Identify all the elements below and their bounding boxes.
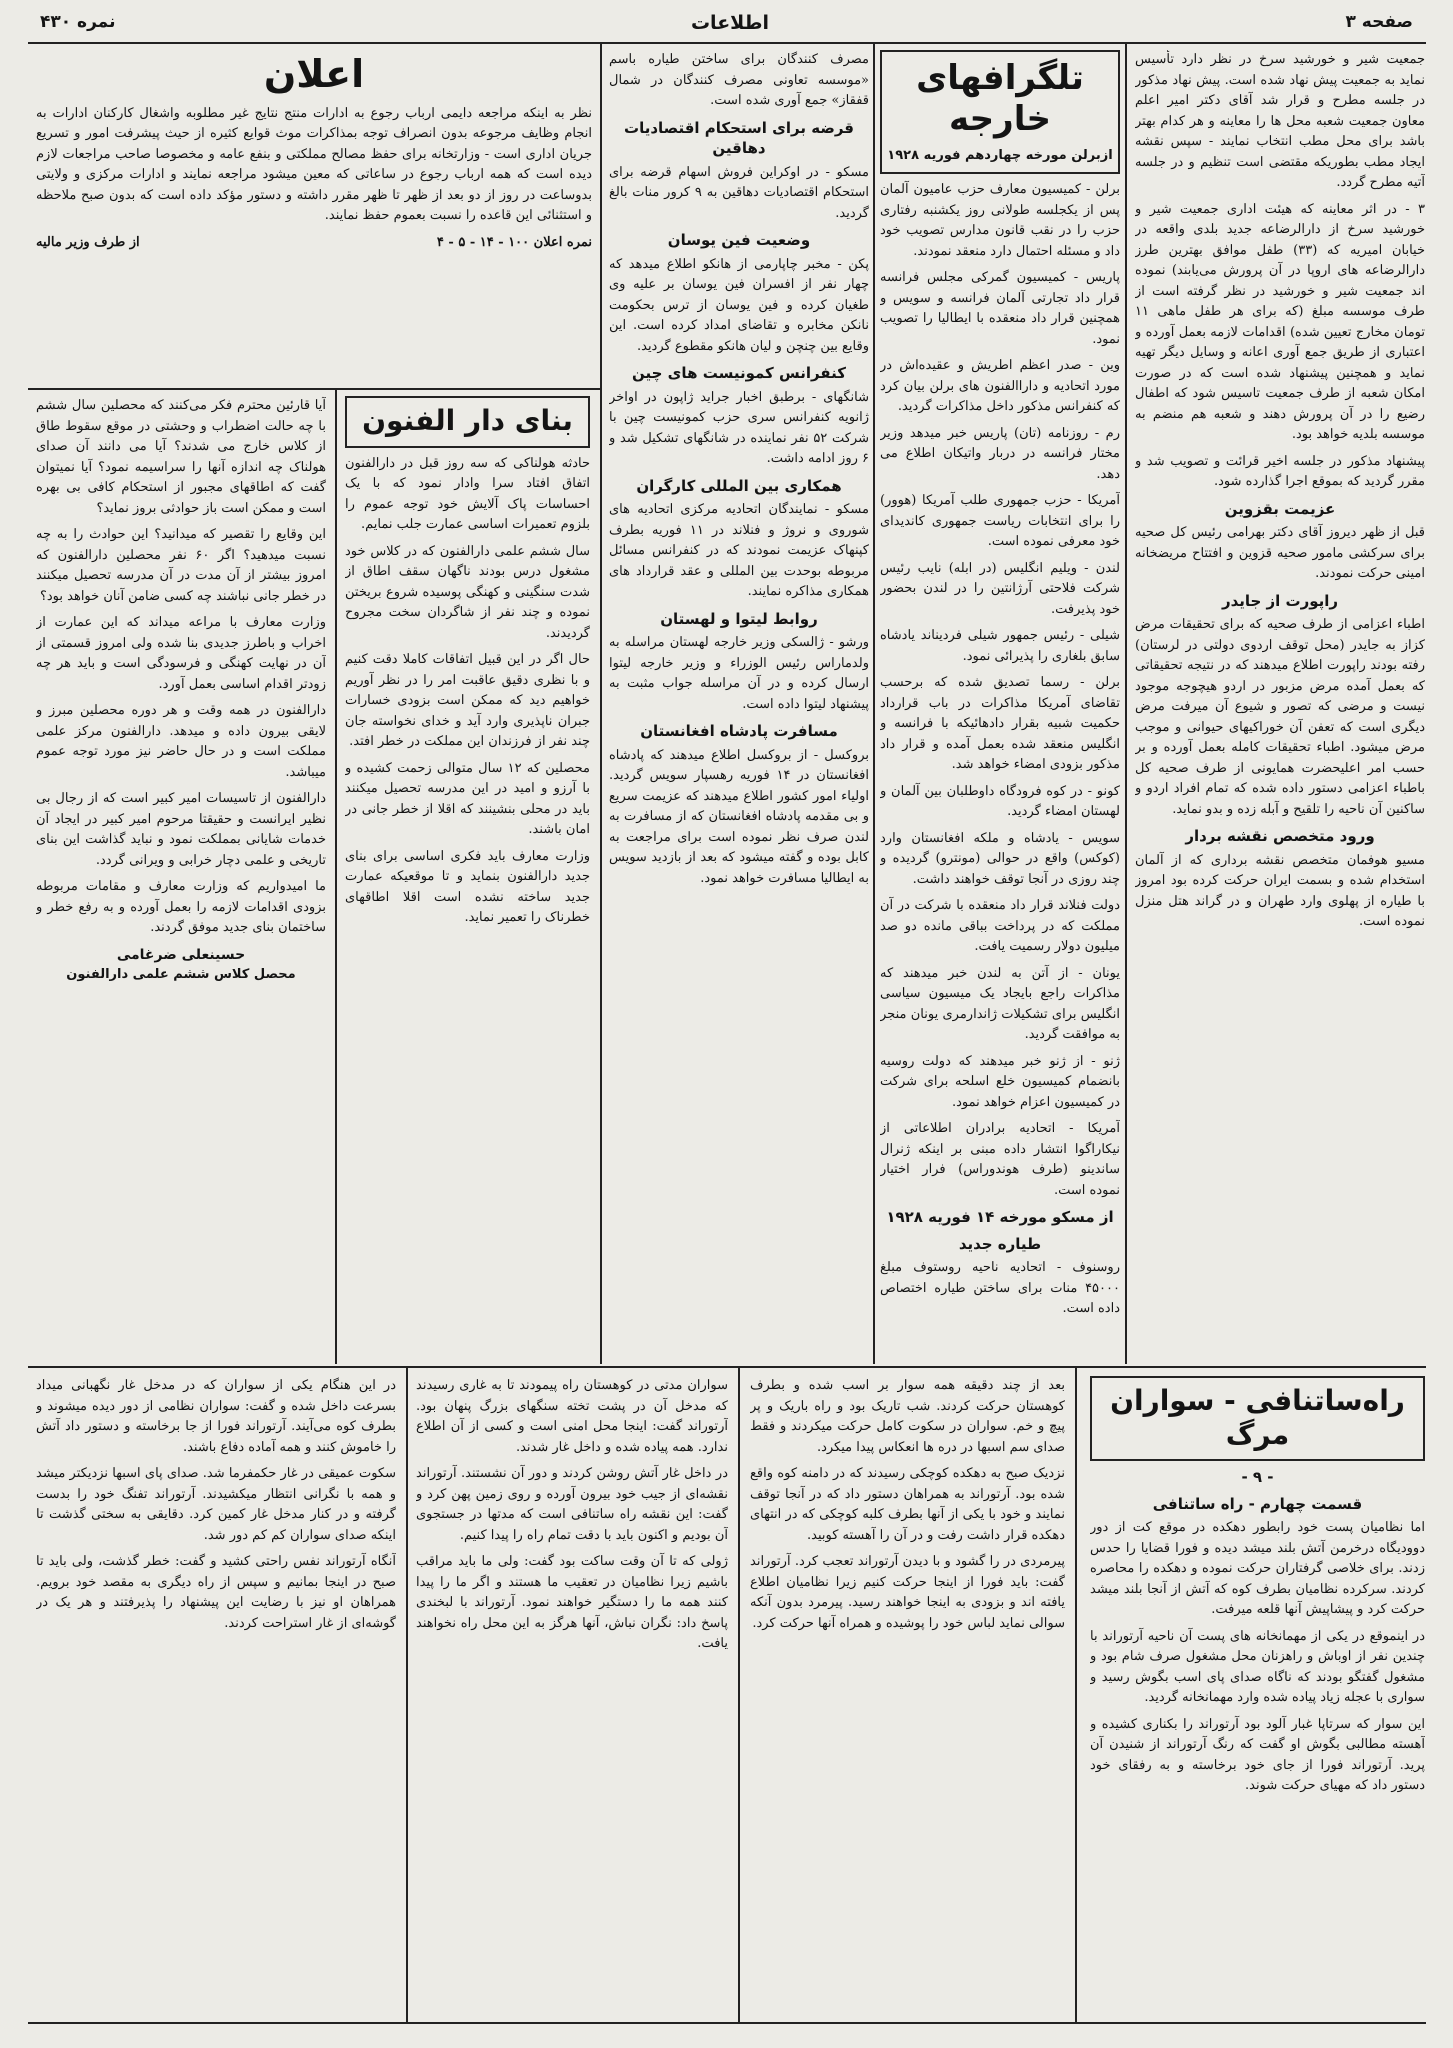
- subheading: همکاری بین المللی کارگران: [636, 476, 842, 495]
- paragraph: کونو - در کوه فرودگاه داوطلبان بین آلمان و لهستان امضاء گردید.: [880, 783, 1120, 820]
- serial-column-2: [750, 1376, 1065, 2018]
- paragraph: قبل از ظهر دیروز آقای دکتر بهرامی رئیس کل صحیه برای سرکشی مامور صحیه قزوین و افتتاح مریضخانه امینی حرکت نمودند.: [1135, 525, 1425, 581]
- paragraph: یونان - از آتن به لندن خبر میدهند که مذاکرات راجع بایجاد یک میسیون سیاسی انگلیس برای تشکیلات ژاندارمری یونان منجر به موافقت گردید.: [880, 965, 1120, 1043]
- issue-number: نمره ۴۳۰: [40, 12, 116, 32]
- paragraph: مسکو - در اوکراین فروش اسهام قرضه برای استحکام اقتصادیات دهاقین به ۹ کرور منات بالغ گردید.: [609, 164, 869, 221]
- paragraph: آمریکا - حزب جمهوری طلب آمریکا (هوور) را برای انتخابات ریاست جمهوری کاندیدای خود معرفی نموده است.: [880, 493, 1120, 550]
- serial-part: قسمت چهارم - راه ساتنافی: [1152, 1494, 1363, 1513]
- paragraph: روسنوف - اتحادیه ناحیه روستوف مبلغ ۴۵۰۰۰ منات برای ساختن طیاره اختصاص داده است.: [880, 1260, 1120, 1317]
- section-title: تلگرافهای خارجه: [916, 58, 1084, 139]
- paragraph: آنگاه آرتوراند نفس راحتی کشید و گفت: خطر گذشت، ولی باید تا صبح در اینجا بمانیم و سپس از راه دیگری به مقصد خود برویم. همراهان او نیز با رضایت این پیشنهاد را پذیرفتند و هر یک در گوشه‌ای از غار استراحت کردند.: [36, 1554, 396, 1631]
- paragraph: مسیو هوفمان متخصص نقشه برداری که از آلمان استخدام شده و بسمت ایران حرکت کرده بود امروز با طیاره از پهلوی وارد طهران و در گراند هتل منزل نموده است.: [1135, 852, 1425, 929]
- paragraph: سویس - یادشاه و ملکه افغانستان وارد (کوکس) واقع در حوالی (مونترو) گردیده و چند روزی در آنجا توقف خواهند داشت.: [880, 830, 1120, 887]
- paragraph: پیرمردی در را گشود و با دیدن آرتوراند تعجب کرد. آرتوراند گفت: باید فورا از اینجا حرکت کنیم زیرا نظامیان اطلاع یافته اند و بزودی به اینجا خواهند رسید. پیرمرد بدون آنکه سوالی نماید لباس خود را پوشیده و همراه آنها حرکت کرد.: [750, 1554, 1065, 1631]
- paragraph: حال اگر در این قبیل اتفاقات کاملا دقت کنیم و با نظری دقیق عاقبت امر را در نظر آوریم خواهیم دید که ممکن است بزودی خسارات جبران ناپذیری وارد آید و خدای نخواسته جان چند نفر از فرزندان این مملکت در خطر افتد.: [345, 652, 590, 750]
- column-rule: [1075, 1368, 1077, 2023]
- paragraph: دارالفنون در همه وقت و هر دوره محصلین مبرز و لایقی بیرون داده و میدهد. دارالفنون مرکز علمی مملکت است و در حال حاضر نیز مورد توجه عموم میباشد.: [36, 703, 326, 780]
- subheading: عزیمت بقزوین: [1224, 499, 1336, 518]
- column-rule: [873, 44, 875, 1364]
- paragraph: محصلین که ۱۲ سال متوالی زحمت کشیده و با آرزو و امید در این مدرسه تحصیل میکنند باید در محلی بنشینند که اقلا از خطر جانی در امان باشند.: [345, 760, 590, 838]
- signer-name: حسینعلی ضرغامی: [116, 946, 246, 963]
- subheading: کنفرانس کمونیست های چین: [632, 364, 846, 382]
- subheading: وضعیت فین یوسان: [667, 231, 811, 249]
- paragraph: سواران مدتی در کوهستان راه پیمودند تا به غاری رسیدند که مدخل آن در پشت تخته سنگهای بزرگ پنهان بود. آرتوراند گفت: اینجا محل امنی است و کسی از آن اطلاع ندارد. همه پیاده شده و داخل غار شدند.: [416, 1378, 728, 1455]
- paragraph: اطباء اعزامی از طرف صحیه که برای تحقیقات مرض کزاز به جایدر (محل توقف اردوی دولتی در لرستان) رفته بودند راپورت اطلاع میدهند که در نتیجه تحقیقاتی که بعمل آمده مرض مزبور در اردو هیچوجه موجود نیست و مرضی که تصور و شیوع آن میرفت مرض دیگری است که تعفن آن خوراکیهای حیوانی و موجب مرض میشود. اطباء تحقیقات کامله بعمل آورده و بر حسب امر اعلیحضرت همایونی از طرف صحیه کل باطباء اعزامی دستور داده شده که تمام افراد اردو و ساکنین آن ناحیه را تلقیح و آبله زده و بدو نماید.: [1135, 617, 1425, 817]
- column-rule: [738, 1368, 740, 2023]
- paragraph: ژولی که تا آن وقت ساکت بود گفت: ولی ما باید مراقب باشیم زیرا نظامیان در تعقیب ما هستند و اگر ما را پیدا کنند همه ما را دستگیر خواهند نمود. آرتوراند با لبخندی پاسخ داد: نگران نباش، آنها هرگز به این محل راه نخواهند یافت.: [416, 1554, 728, 1651]
- paragraph: جمعیت شیر و خورشید سرخ در نظر دارد تأسیس نماید به جمعیت پیش نهاد شده است. پیش نهاد مذکور در جلسه مطرح و قرار شد آقای دکتر امیر اعلم معاون جمعیت شعبه محل ها را معاینه و هر کدام بهتر باشد برای محل مطب انتخاب نمایند - سپس نقشه ایجاد مطب بطوریکه مقتضی است تنظیم و در جلسه آتیه مطرح گردد.: [1135, 52, 1425, 190]
- signer-title: محصل کلاس ششم علمی دارالفنون: [66, 967, 296, 982]
- paragraph: ۳ - در اثر معاینه که هیئت اداری جمعیت شیر و خورشید سرخ از دارالرضاعه جدید بلدی واقعه در خیابان امیریه که (۳۳) طفل موافق بهترین طرز دارالرضاعه های اروپا در آن پرورش می‌یابند) نموده اند جمعیت شیر و خورشید در نظر گرفته است از طرف موسسه مبلغ (که برای هر طفل ماهی ۱۱ تومان مخارج تعیین شده) اقدامات لازمه بعمل آورده و اعتباری از طریق جمع آوری اعانه و وسایل دیگر تهیه نماید و همچنین پیشنهاد شده است که در صورت امکان شعبه از طرف جمعیت تاسیس شود که اطفال رضیع را در آن پرورش دهند و شعبه هم منضم به موسسه بلدیه خواهد بود.: [1135, 201, 1425, 442]
- paragraph: این وقایع را تقصیر که میدانید؟ این حوادث را به چه نسبت میدهید؟ اگر ۶۰ نفر محصلین دارالفنون که امروز بیشتر از آن مدت در آن مدرسه تحصیل میکنند در خطر جانی نباشند چه کسی ضامن آنان خواهد بود؟: [36, 527, 326, 604]
- paragraph: آیا قارئین محترم فکر می‌کنند که محصلین سال ششم با چه حالت اضطراب و وحشتی در موقع سقوط طاق از کلاس خارج می شدند؟ آیا می دانند آن صدای هولناک چه اندازه آنها را سراسیمه نمود؟ آیا نمیتوان گفت که اطاقهای مجبور از استحکام کافی بی بهره است و ممکن است باز حوادثی بروز نماید؟: [36, 398, 326, 516]
- paragraph: این سوار که سرتاپا غبار آلود بود آرتوراند را بکناری کشیده و آهسته مطالبی بگوش او گفت که رنگ آرتوراند از شنیدن آن پرید. آرتوراند فورا از جای خود برخاسته و به رفقای خود دستور داد که مهیای حرکت شوند.: [1090, 1716, 1425, 1794]
- column-rule: [1125, 44, 1127, 1364]
- paragraph: آمریکا - اتحادیه برادران اطلاعاتی از نیکاراگوا انتشار داده مبنی بر اینکه ژنرال ساندینو (طرف هوندوراس) فرار اختیار نموده است.: [880, 1121, 1120, 1198]
- subheading: قرضه برای استحکام اقتصادیات دهاقین: [624, 118, 854, 157]
- column-world-news: [609, 50, 869, 1360]
- bottom-rule: [28, 2022, 1426, 2024]
- announcement-box: [36, 50, 592, 382]
- serial-column-1: [1090, 1376, 1425, 2018]
- paragraph: شیلی - رئیس جمهور شیلی فردیناند یادشاه سابق بلغاری را پذیرائی نمود.: [880, 628, 1120, 664]
- paragraph: رم - روزنامه (تان) پاریس خبر میدهد وزیر مختار فرانسه در دربار واتیکان اطلاع می دهد.: [880, 425, 1120, 482]
- section-rule: [28, 388, 600, 390]
- article-title: بنای دار الفنون: [362, 404, 573, 437]
- paragraph: دارالفنون از تاسیسات امیر کبیر است که از رجال بی نظیر ایرانست و حقیقتا مرحوم امیر کبیر در ایجاد آن خدمات شایانی بمملکت نمود و نباید گذاشت این بنای تاریخی و علمی دچار خرابی و ویرانی گردد.: [36, 791, 326, 868]
- paragraph: سال ششم علمی دارالفنون که در کلاس خود مشغول درس بودند ناگهان سقف اطاق از شدت سنگینی و کهنگی پوسیده شروع بریختن نموده و چند نفر از شاگردان سخت مجروح گردیدند.: [345, 543, 590, 641]
- column-foreign-telegrams: [880, 50, 1120, 1360]
- serial-column-3: [416, 1376, 728, 2018]
- paragraph: مصرف کنندگان برای ساختن طیاره باسم «موسسه تعاونی مصرف کنندگان در شمال قفقاز» جمع آوری شده است.: [609, 52, 869, 108]
- subheading: راپورت از جایدر: [1221, 591, 1339, 610]
- paragraph: شانگهای - برطبق اخبار جراید ژاپون در اواخر ژانویه کنفرانس سری حزب کمونیست چین با شرکت ۵۲ نفر نماینده در شانگهای تشکیل شد و ۶ روز ادامه داشت.: [609, 389, 869, 466]
- column-dar-al-funun-continued: [36, 396, 326, 1361]
- paragraph: وزارت معارف باید فکری اساسی برای بنای جدید دارالفنون بنماید و تا موقعیکه عمارت جدید ساخته نشده است اقلا اطاقهای خطرناک را تعمیر نماید.: [345, 848, 590, 926]
- paragraph: ورشو - ژالسکی وزیر خارجه لهستان مراسله به ولدماراس رئیس الوزراء و وزیر خارجه لیتوا ارسال کرده و در آن مراسله جواب مثبت به پیشنهاد لیتوا داده است.: [609, 635, 869, 712]
- paragraph: وزارت معارف با مراعه میداند که این عمارت از اخراب و باطرز جدیدی بنا شده ولی امروز قسمتی از آن در نهایت کهنگی و فرسودگی است و باید هر چه زودتر اقدام اساسی بعمل آورد.: [36, 615, 326, 692]
- masthead: اطلاعات: [690, 12, 770, 34]
- header-rule: [28, 42, 1426, 44]
- column-health-news: [1135, 50, 1425, 1360]
- announcement-title: اعلان: [263, 52, 365, 96]
- column-dar-al-funun: [345, 396, 590, 1361]
- subheading: مسافرت پادشاه افغانستان: [640, 722, 838, 740]
- paragraph: بعد از چند دقیقه همه سوار بر اسب شده و بطرف کوهستان حرکت کردند. شب تاریک بود و راه باریک و پر پیچ و خم. سواران در سکوت کامل حرکت میکردند و فقط صدای سم اسبها در دره ها انعکاس پیدا میکرد.: [750, 1378, 1065, 1455]
- column-rule: [406, 1368, 408, 2023]
- column-rule: [600, 44, 602, 1364]
- paragraph: بروکسل - از بروکسل اطلاع میدهند که پادشاه افغانستان در ۱۴ فوریه رهسپار سویس گردید. اولیاء امور کشور اطلاع میدهند که عزیمت سریع و بی مقدمه پادشاه افغانستان که از مسافرت به لندن صرف نظر نموده است برای مراجعت به کابل بوده و گفته میشود که بعد از بازدید سویس به ایطالیا مسافرت خواهد نمود.: [609, 747, 869, 886]
- paragraph: اما نظامیان پست خود رابطور دهکده در موقع کت از دور دوودیگاه درخرمن آتش بلند میشد دیده و فورا قضایا را حدس زدند. برای خلاصی گرفتاران حرکت نموده و دهکده را محاصره کردند. سرکرده نظامیان بطرف کوه که آتش از آنجا بلند میشد حرکت کرد و پیشاپیش آنها قلعه میرفت.: [1090, 1520, 1425, 1618]
- subheading: طیاره جدید: [958, 1234, 1042, 1253]
- paragraph: لندن - ویلیم انگلیس (در ابله) نایب رئیس شرکت فلاحتی آرژانتین را در لندن بحضور خود پذیرفت.: [880, 560, 1120, 617]
- paragraph: حادثه هولناکی که سه روز قبل در دارالفنون اتفاق افتاد سرا وادار نمود که با یک احساسات پاک آلایش خود توجه عموم را بلزوم تعمیرات اساسی عمارت جلب نمایم.: [345, 455, 590, 533]
- section-rule: [28, 1366, 1426, 1368]
- paragraph: ما امیدواریم که وزارت معارف و مقامات مربوطه بزودی اقدامات لازمه را بعمل آورده و به رفع خطر و ساختمان بنای جدید موفق گردند.: [36, 879, 326, 935]
- paragraph: مسکو - نمایندگان اتحادیه مرکزی اتحادیه های شوروی و نروژ و فنلاند در ۱۱ فوریه بطرف کپنهاک عزیمت نمودند که در کنفرانس مسائل مربوطه بوحدت بین المللی و عقد قرارداد های همکاری مذاکره نمایند.: [609, 502, 869, 599]
- serial-number: - ۹ -: [1241, 1468, 1274, 1487]
- column-rule: [335, 390, 337, 1364]
- serial-title: راه‌ساتنافی - سواران مرگ: [1110, 1384, 1405, 1451]
- paragraph: وین - صدر اعظم اطریش و عقیده‌اش در مورد اتحادیه و داراالفنون های برلن بیان کرد که کنفرانس مذکور داخل مذاکرات گردید.: [880, 358, 1120, 415]
- paragraph: نظر به اینکه مراجعه دایمی ارباب رجوع به ادارات منتج نتایج غیر مطلوبه واشغال کارکنان ادارات به انجام وظایف مرجوعه بدون انصراف توجه بمذاکرات موث قوایع کثیره از حیث پیشرفت امور و تسریع جریان اداری است - وزارتخانه برای حفظ مصالح مملکتی و بنفع عامه و مخصوصا صاحب مراجعات لازم دیده است که همه ارباب رجوع در ساعاتی که معین میشود مراجعه نمایند و ادارات مرکزی و ولایتی بدوساعت در روز از دو بعد از ظهر تا ظهر مقرر داشته و دستور مؤکد داده است که بدون صبح ملاحظه و استثنائی این قاعده را نسبت بعموم حفظ نمایند.: [36, 105, 592, 224]
- paragraph: برلن - رسما تصدیق شده که برحسب تقاضای آمریکا مذاکرات در باب قرارداد حکمیت شبیه بقرار دادهائیکه با فرانسه و انگلیس منعقد شده بعمل آمده و قرار داد مذکور بزودی امضاء خواهد شد.: [880, 675, 1120, 773]
- subheading: روابط لیتوا و لهستان: [660, 609, 818, 628]
- paragraph: پاریس - کمیسیون گمرکی مجلس فرانسه قرار داد تجارتی آلمان فرانسه و سویس و همچنین قرار داد منعقده با ایطالیا را تصویب نمود.: [880, 270, 1120, 347]
- paragraph: پیشنهاد مذکور در جلسه اخیر قرائت و تصویب شد و مقرر گردید که بموقع اجرا گذارده شود.: [1135, 453, 1425, 489]
- paragraph: دولت فنلاند قرار داد منعقده با شرکت در آن مملکت که در پرداخت بباقی مانده دو صد میلیون دولار رسمیت یافت.: [880, 898, 1120, 955]
- paragraph: ژنو - از ژنو خبر میدهند که دولت روسیه بانضمام کمیسیون خلع اسلحه برای شرکت در کمیسیون اعزام خواهد نمود.: [880, 1053, 1120, 1110]
- paragraph: نزدیک صبح به دهکده کوچکی رسیدند که در دامنه کوه واقع شده بود. آرتوراند به همراهان دستور داد که در آنجا توقف نمایند و خود با یکی از آنها بطرف کلبه کوچکی که در انتهای دهکده قرار داشت رفت و در آن را آهسته کوبید.: [750, 1466, 1065, 1543]
- paragraph: سکوت عمیقی در غار حکمفرما شد. صدای پای اسبها نزدیکتر میشد و همه با نگرانی انتظار میکشیدند. آرتوراند تفنگ خود را بدست گرفته و در کنار مدخل غار کمین کرد. دقایقی به سختی گذشت تا اینکه صدای سواران کم کم دور شد.: [36, 1466, 396, 1543]
- paragraph: برلن - کمیسیون معارف حزب عامیون آلمان پس از یکجلسه طولانی روز یکشنبه رفتاری حزب را در نقب قانون مدارس تصویب خود داد و مسئله احتمال دارد منعقد نمودند.: [880, 182, 1120, 259]
- announcement-signer: از طرف وزیر مالیه: [36, 234, 140, 250]
- paragraph: پکن - مخبر چاپارمی از هانکو اطلاع میدهد که چهار نفر از افسران فین یوسان بر علیه وی طغیان کرده و فین یوسان از ترس بحکومت نانکن مخابره و تقاضای امداد کرده است. این وقایع بین چنچن و لیان هانکو مقطوع گردید.: [609, 256, 869, 354]
- page-number: صفحه ۳: [1345, 12, 1413, 32]
- paragraph: در این هنگام یکی از سواران که در مدخل غار نگهبانی میداد بسرعت داخل شده و گفت: سواران نظامی از دور دیده میشوند و بطرف کوه می‌آیند. آرتوراند فورا از جا برخاسته و دستور داد آتش را خاموش کنند و همه آماده دفاع باشند.: [36, 1378, 396, 1455]
- paragraph: در اینموقع در یکی از مهمانخانه های پست آن ناحیه آرتوراند با چندین نفر از اوباش و راهزنان محل مشغول صرف شام بود و مشغول گفتگو بودند که ناگاه صدای پای اسب بگوش رسید و سواری با عجله زیاد پیاده شده وارد مهمانخانه گردید.: [1090, 1628, 1425, 1706]
- dateline: ازبرلن مورخه چهاردهم فوریه ۱۹۲۸: [887, 147, 1113, 163]
- announcement-number: نمره اعلان ۱۰۰ - ۱۴ - ۵ - ۴: [436, 234, 592, 250]
- paragraph: در داخل غار آتش روشن کردند و دور آن نشستند. آرتوراند نقشه‌ای از جیب خود بیرون آورده و روی زمین پهن کرد و گفت: این نقشه راه ساتنافی است که مدتها در جستجوی آن بودیم و اکنون باید با دقت تمام راه را پیدا کنیم.: [416, 1466, 728, 1543]
- subheading: ورود متخصص نقشه بردار: [1185, 827, 1375, 845]
- serial-column-4: [36, 1376, 396, 2018]
- dateline: از مسکو مورخه ۱۴ فوریه ۱۹۲۸: [886, 1208, 1114, 1227]
